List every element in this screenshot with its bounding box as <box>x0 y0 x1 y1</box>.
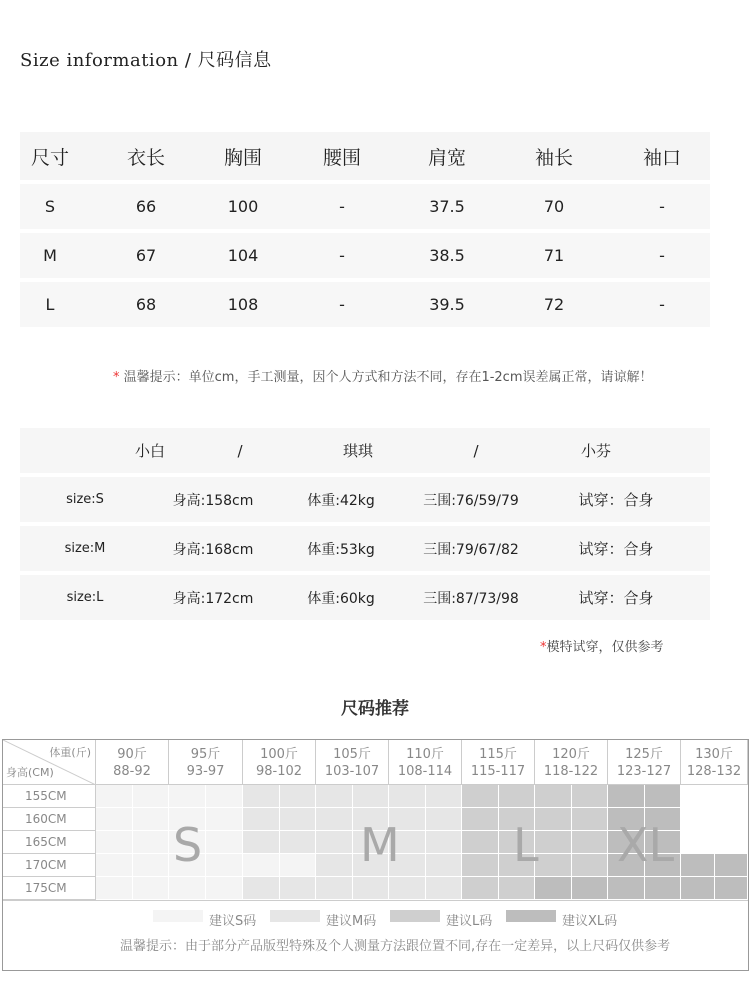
grid-cell <box>96 808 133 831</box>
grid-cell <box>353 877 390 900</box>
weight-range: 103-107 <box>324 764 380 779</box>
grid-cell <box>353 785 390 808</box>
grid-cell <box>169 877 206 900</box>
weight-jin: 120斤 <box>552 747 590 762</box>
table-cell: size:M <box>64 541 106 556</box>
table-cell: 三围:79/67/82 <box>423 541 519 558</box>
weight-jin: 90斤 <box>117 747 147 762</box>
table-cell: 66 <box>135 197 157 216</box>
legend-label-l: 建议L码 <box>446 914 493 929</box>
legend-swatch-l <box>390 910 440 922</box>
table-cell: 身高:158cm <box>172 492 254 509</box>
weight-range: 115-117 <box>470 764 526 779</box>
table-cell: 100 <box>227 197 259 216</box>
table-cell: - <box>659 295 665 314</box>
grid-cell <box>715 831 749 854</box>
weight-range: 128-132 <box>686 764 742 779</box>
grid-cell <box>462 854 499 877</box>
measurement-note <box>113 366 653 385</box>
model-name-2: 琪琪 <box>342 442 373 460</box>
grid-cell <box>206 785 243 808</box>
title-separator: / <box>178 50 198 71</box>
size-row-m <box>20 233 710 278</box>
table-cell: 71 <box>543 246 565 265</box>
grid-cell <box>462 808 499 831</box>
grid-cell <box>96 785 133 808</box>
weight-range: 108-114 <box>397 764 453 779</box>
grid-cell <box>572 854 609 877</box>
size-letter-xl: XL <box>617 818 675 872</box>
table-cell: 体重:42kg <box>307 492 375 509</box>
height-row-label: 175CM <box>3 877 96 900</box>
height-row-label: 165CM <box>3 831 96 854</box>
grid-cell <box>426 854 463 877</box>
size-row-l <box>20 282 710 327</box>
grid-cell <box>243 785 280 808</box>
grid-cell <box>462 785 499 808</box>
recommendation-footnote: 温馨提示：由于部分产品版型特殊及个人测量方法跟位置不同,存在一定差异，以上尺码仅供参考 <box>120 939 671 954</box>
table-cell: size:L <box>66 590 104 605</box>
header-cuff: 袖口 <box>642 146 681 169</box>
model-name-1: 小白 <box>134 442 165 460</box>
size-recommendation-grid <box>2 739 749 971</box>
grid-cell <box>206 831 243 854</box>
grid-cell <box>535 831 572 854</box>
weight-jin: 105斤 <box>333 747 371 762</box>
header-chest: 胸围 <box>223 146 262 169</box>
note-text: 模特试穿，仅供参考 <box>546 640 664 655</box>
grid-cell <box>462 831 499 854</box>
grid-cell <box>681 808 715 831</box>
table-cell: 体重:60kg <box>307 590 375 607</box>
grid-cell <box>243 808 280 831</box>
legend-label-s: 建议S码 <box>209 914 257 929</box>
grid-cell <box>426 785 463 808</box>
weight-range: 98-102 <box>255 764 303 779</box>
note-asterisk: * <box>540 640 547 655</box>
table-cell: - <box>659 246 665 265</box>
grid-cell <box>316 854 353 877</box>
weight-range: 88-92 <box>113 764 151 779</box>
legend-label-xl: 建议XL码 <box>562 914 618 929</box>
grid-cell <box>426 808 463 831</box>
size-table-header-row <box>20 132 710 180</box>
legend-swatch-s <box>153 910 203 922</box>
table-cell: 39.5 <box>429 295 465 314</box>
size-recommendation-heading: 尺码推荐 <box>341 699 409 719</box>
size-letter-m: M <box>360 818 400 872</box>
weight-column-header <box>169 740 243 785</box>
grid-cell <box>389 877 426 900</box>
header-separator: / <box>473 441 479 460</box>
weight-jin: 95斤 <box>190 747 221 762</box>
grid-cell <box>133 877 170 900</box>
table-cell: 体重:53kg <box>307 541 375 558</box>
grid-cell <box>681 831 715 854</box>
height-row-label: 160CM <box>3 808 96 831</box>
table-cell: 三围:87/73/98 <box>423 590 519 607</box>
header-length: 衣长 <box>126 146 165 169</box>
weight-column-header <box>243 740 316 785</box>
grid-cell <box>96 877 133 900</box>
grid-cell <box>681 785 715 808</box>
grid-cell <box>133 808 170 831</box>
size-row-s <box>20 184 710 229</box>
table-cell: M <box>43 246 57 265</box>
model-row <box>20 477 710 522</box>
weight-jin: 115斤 <box>479 747 517 762</box>
grid-cell <box>715 877 749 900</box>
grid-cell <box>96 854 133 877</box>
model-note <box>540 636 664 655</box>
grid-cell <box>133 831 170 854</box>
table-cell: - <box>339 246 345 265</box>
model-row <box>20 575 710 620</box>
table-cell: - <box>339 295 345 314</box>
table-cell: L <box>45 295 55 314</box>
note-asterisk: * <box>113 370 120 385</box>
size-letter-l: L <box>513 818 539 872</box>
table-cell: 104 <box>227 246 259 265</box>
grid-cell <box>645 877 682 900</box>
model-row <box>20 526 710 571</box>
grid-cell <box>206 877 243 900</box>
grid-cell <box>572 808 609 831</box>
table-cell: 试穿：合身 <box>578 540 654 558</box>
table-cell: 身高:168cm <box>172 541 254 558</box>
weight-column-header <box>535 740 608 785</box>
grid-cell <box>535 808 572 831</box>
grid-cell <box>572 877 609 900</box>
table-cell: 37.5 <box>429 197 465 216</box>
grid-cell <box>535 785 572 808</box>
weight-column-header <box>96 740 169 785</box>
table-cell: - <box>659 197 665 216</box>
grid-cell <box>280 808 317 831</box>
grid-cell <box>133 854 170 877</box>
corner-weight-label: 体重(斤) <box>49 746 91 759</box>
header-size: 尺寸 <box>30 146 69 169</box>
grid-cell <box>243 854 280 877</box>
weight-column-header <box>389 740 462 785</box>
grid-divider <box>3 900 748 901</box>
size-table <box>20 132 710 331</box>
legend-swatch-xl <box>506 910 556 922</box>
grid-cell <box>206 808 243 831</box>
table-cell: - <box>339 197 345 216</box>
grid-cell <box>535 877 572 900</box>
grid-cell <box>280 877 317 900</box>
grid-cell <box>206 854 243 877</box>
legend-swatch-m <box>270 910 320 922</box>
grid-cell <box>280 831 317 854</box>
table-cell: 67 <box>135 246 157 265</box>
grid-cell <box>426 831 463 854</box>
grid-cell <box>316 785 353 808</box>
grid-cell <box>715 808 749 831</box>
header-separator: / <box>237 441 243 460</box>
table-cell: 试穿：合身 <box>578 589 654 607</box>
table-cell: 三围:76/59/79 <box>423 492 519 509</box>
table-cell: 68 <box>135 295 157 314</box>
weight-range: 93-97 <box>186 764 225 779</box>
table-cell: 试穿：合身 <box>578 491 654 509</box>
grid-cell <box>608 877 645 900</box>
table-cell: 108 <box>227 295 259 314</box>
weight-column-header <box>316 740 389 785</box>
weight-jin: 130斤 <box>695 747 733 762</box>
grid-cell <box>681 877 715 900</box>
model-table-header-row <box>20 428 710 473</box>
grid-cell <box>316 808 353 831</box>
title-chinese: 尺码信息 <box>197 50 272 71</box>
corner-height-label: 身高(CM) <box>6 766 54 779</box>
grid-cell <box>608 785 645 808</box>
grid-cell <box>572 831 609 854</box>
header-shoulder: 肩宽 <box>427 146 466 169</box>
grid-cell <box>426 877 463 900</box>
height-row-label: 170CM <box>3 854 96 877</box>
weight-column-header <box>681 740 748 785</box>
grid-cell <box>133 785 170 808</box>
note-text: 温馨提示：单位cm，手工测量，因个人方式和方法不同，存在1-2cm误差属正常，请谅解！ <box>119 370 653 385</box>
table-cell: 身高:172cm <box>172 590 254 607</box>
header-waist: 腰围 <box>322 146 361 169</box>
corner-cell <box>3 740 96 785</box>
weight-range: 118-122 <box>543 764 599 779</box>
weight-column-header <box>608 740 681 785</box>
grid-cell <box>316 831 353 854</box>
legend-label-m: 建议M码 <box>326 914 377 929</box>
grid-cell <box>572 785 609 808</box>
grid-cell <box>389 785 426 808</box>
grid-cell <box>645 785 682 808</box>
grid-cell <box>681 854 715 877</box>
height-row-label: 155CM <box>3 785 96 808</box>
grid-cell <box>169 785 206 808</box>
table-cell: size:S <box>66 492 104 507</box>
title-english: Size information <box>20 50 179 71</box>
model-name-3: 小芬 <box>580 442 611 460</box>
weight-jin: 100斤 <box>260 747 298 762</box>
grid-cell <box>316 877 353 900</box>
size-letter-s: S <box>173 818 203 872</box>
model-table <box>20 428 710 624</box>
grid-cell <box>499 785 536 808</box>
grid-cell <box>715 854 749 877</box>
header-sleeve: 袖长 <box>534 146 573 169</box>
grid-cell <box>96 831 133 854</box>
table-cell: 38.5 <box>429 246 465 265</box>
table-cell: 70 <box>543 197 565 216</box>
weight-jin: 110斤 <box>406 747 444 762</box>
grid-cell <box>499 877 536 900</box>
grid-cell <box>462 877 499 900</box>
grid-cell <box>243 831 280 854</box>
table-cell: 72 <box>543 295 565 314</box>
weight-column-header <box>462 740 535 785</box>
grid-cell <box>715 785 749 808</box>
grid-cell <box>535 854 572 877</box>
table-cell: S <box>44 197 56 216</box>
weight-range: 123-127 <box>616 764 672 779</box>
weight-jin: 125斤 <box>625 747 663 762</box>
grid-cell <box>280 854 317 877</box>
page-title <box>20 46 272 72</box>
grid-cell <box>243 877 280 900</box>
grid-cell <box>280 785 317 808</box>
